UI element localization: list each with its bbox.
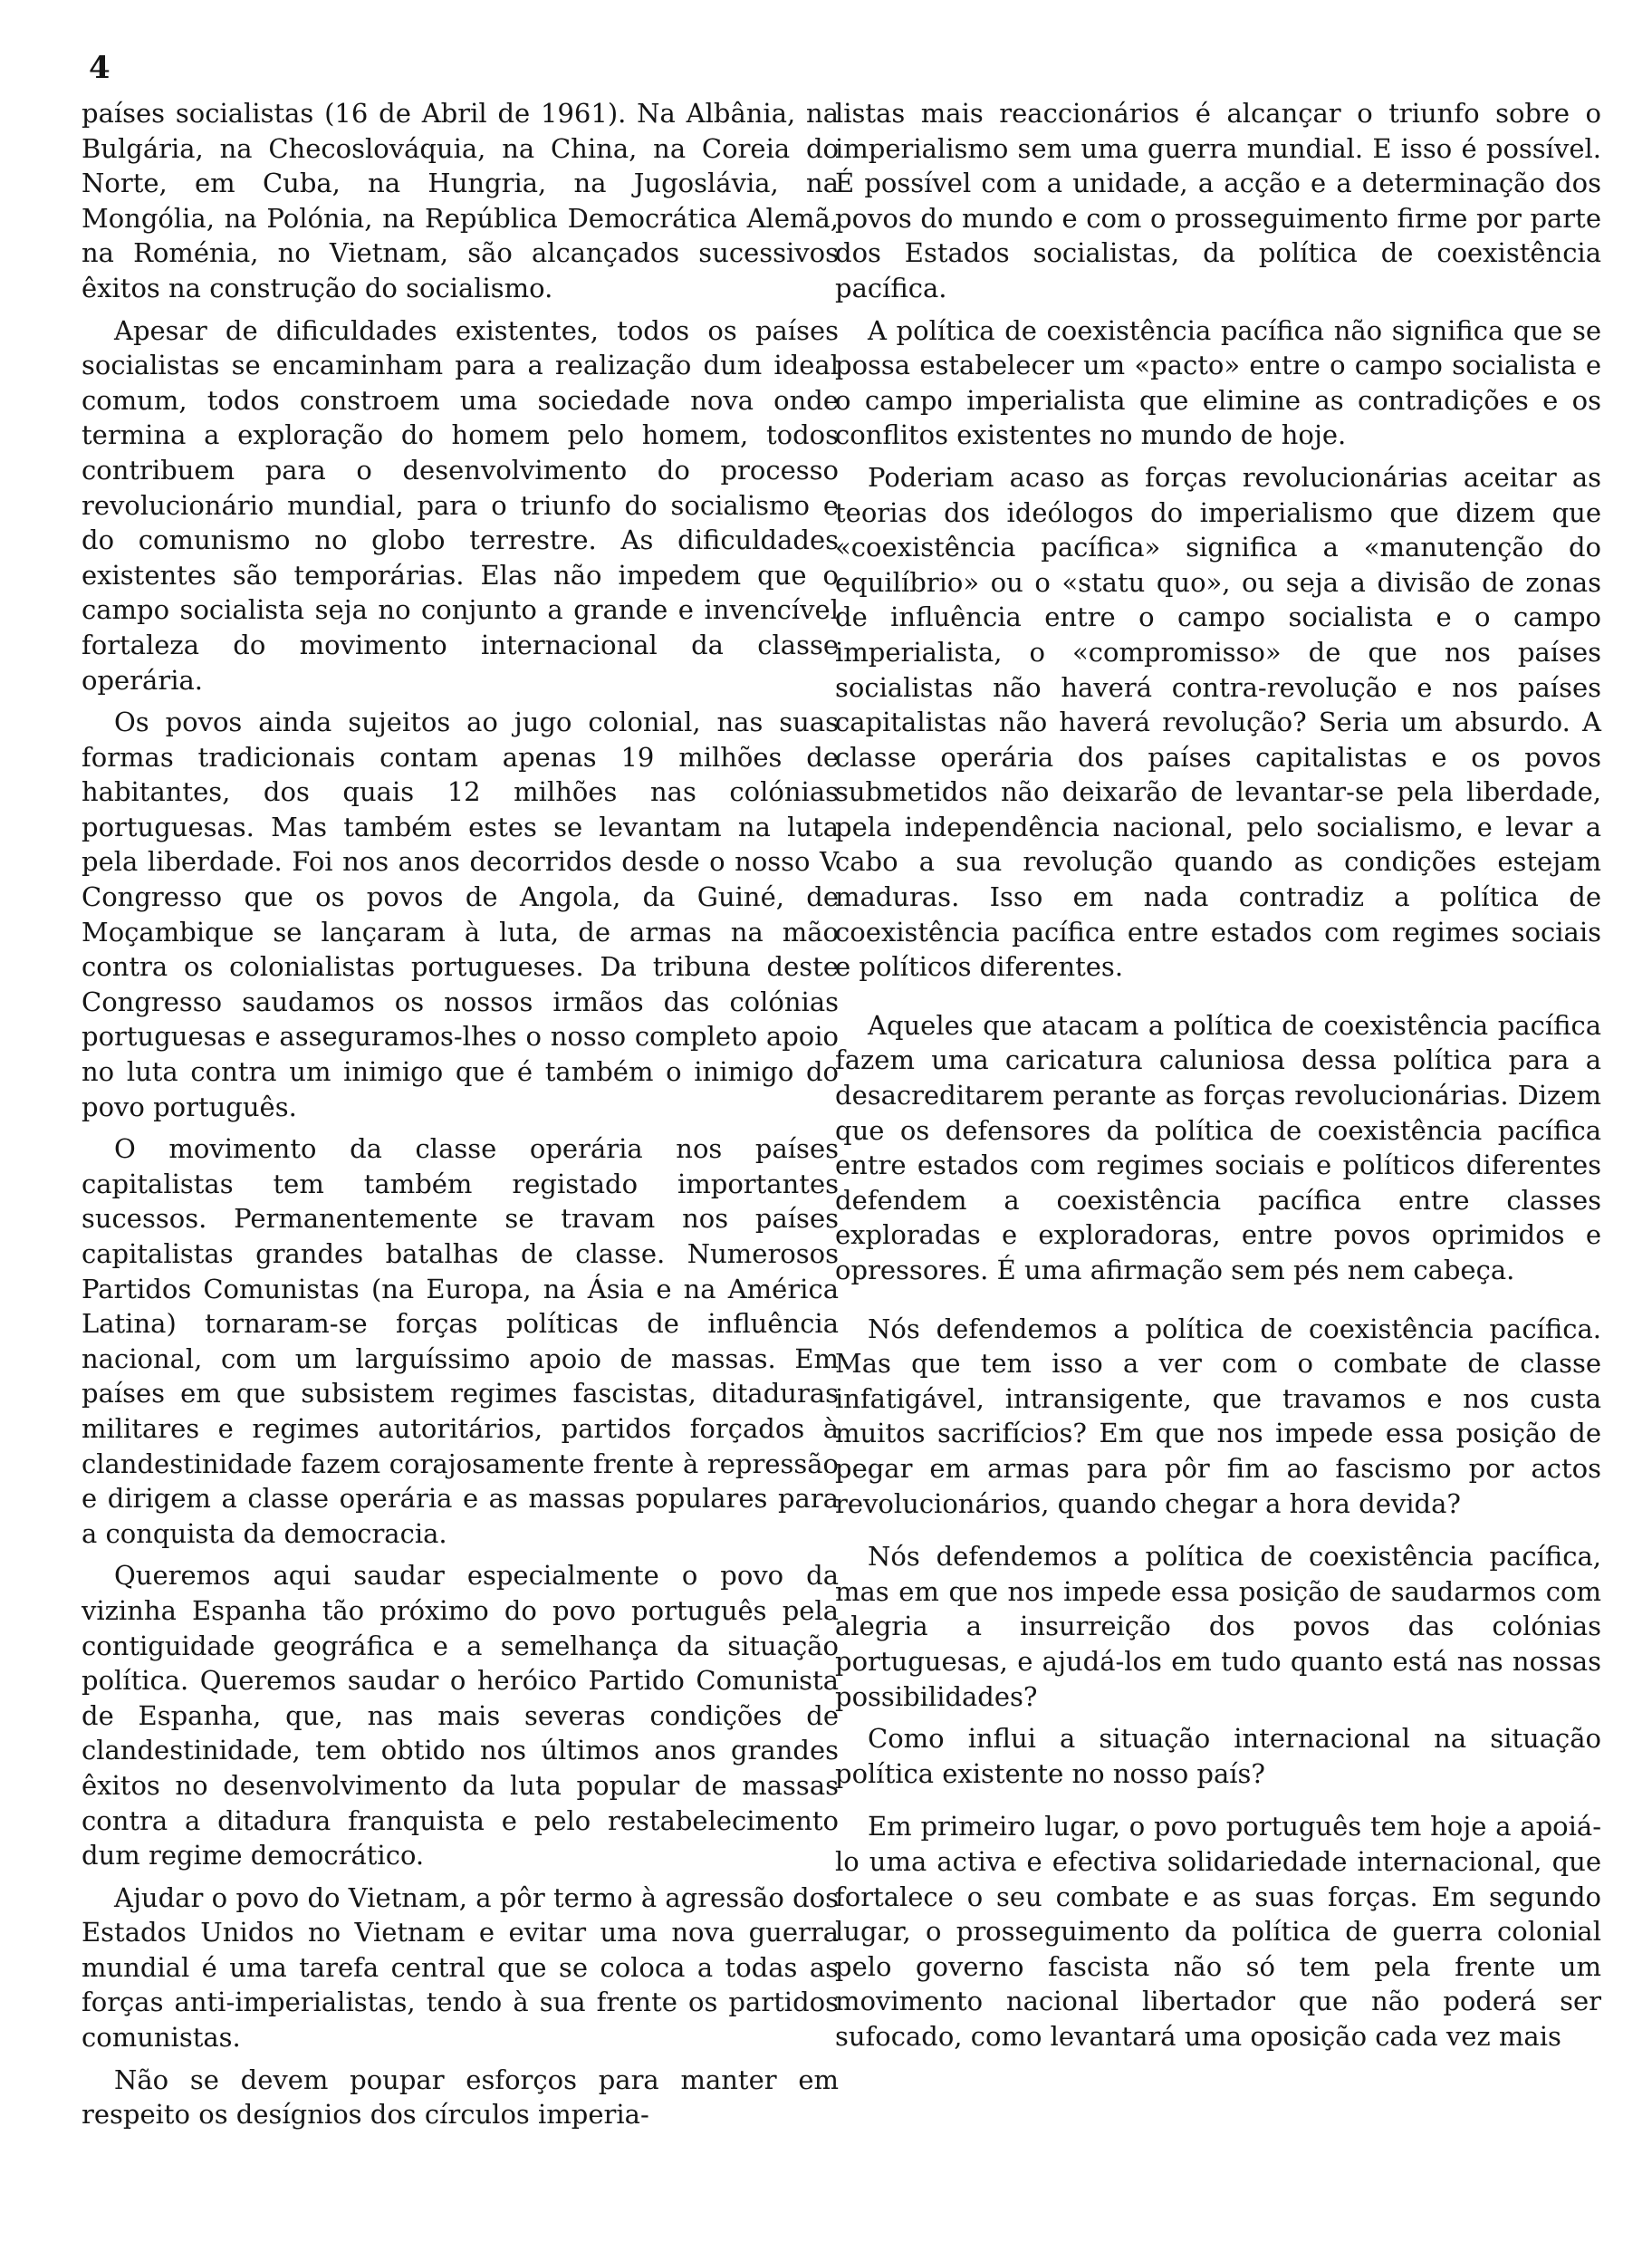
right-column [835, 96, 1601, 2061]
right-paragraph-6: Nós defendemos a política de coexistência pacífica, mas em que nos impede essa posição de saudarmos com alegria a insurreição dos povos das colónias portuguesas, e ajudá-los em tudo quanto está nas nossas possibilidades? [835, 1541, 1601, 1712]
left-paragraph-6: Ajudar o povo do Vietnam, a pôr termo à agressão dos Estados Unidos no Vietnam e evitar uma nova guerra mundial é uma tarefa central que se coloca a todas as forças anti-imperialistas, tendo à sua frente os partidos comunistas. [82, 1881, 839, 2054]
right-paragraph-1: listas mais reaccionários é alcançar o triunfo sobre o imperialismo sem uma guerra mundial. E isso é possível. É possível com a unidade, a acção e a determinação dos povos do mundo e com o prosseguimento firme por parte dos Estados socialistas, da política de coexistência pacífica. [835, 98, 1601, 303]
left-paragraph-1: países socialistas (16 de Abril de 1961). Na Albânia, na Bulgária, na Checoslováquia, na China, na Coreia do Norte, em Cuba, na Hungria, na Jugoslávia, na Mongólia, na Polónia, na República Democrática Alemã, na Roménia, no Vietnam, são alcançados sucessivos êxitos na construção do socialismo. [82, 98, 839, 303]
left-paragraph-3: Os povos ainda sujeitos ao jugo colonial, nas suas formas tradicionais contam apenas 19 milhões de habitantes, dos quais 12 milhões nas colónias portuguesas. Mas também estes se levantam na luta pela liberdade. Foi nos anos decorridos desde o nosso V Congresso que os povos de Angola, da Guiné, de Moçambique se lançaram à luta, de armas na mão contra os colonialistas portugueses. Da tribuna deste Congresso saudamos os nossos irmãos das colónias portuguesas e asseguramos-lhes o nosso completo apoio no luta contra um inimigo que é também o inimigo do povo português. [82, 707, 839, 1122]
right-paragraph-2: A política de coexistência pacífica não significa que se possa estabelecer um «pacto» entre o campo socialista e o campo imperialista que elimine as contradições e os conflitos existentes no mundo de hoje. [835, 314, 1601, 451]
left-column [82, 96, 839, 2140]
right-paragraph-7: Como influi a situação internacional na situação política existente no nosso país? [835, 1723, 1601, 1789]
left-paragraph-7: Não se devem poupar esforços para manter em respeito os desígnios dos círculos imperia- [82, 2064, 839, 2131]
left-paragraph-4: O movimento da classe operária nos países capitalistas tem também registado importantes sucessos. Permanentemente se travam nos países capitalistas grandes batalhas de classe. Numerosos Partidos Comunistas (na Europa, na Ásia e na América Latina) tornaram-se forças políticas de influência nacional, com um larguíssimo apoio de massas. Em países em que subsistem regimes fascistas, ditaduras militares e regimes autoritários, partidos forçados à clandestinidade fazem corajosamente frente à repressão e dirigem a classe operária e as massas populares para a conquista da democracia. [82, 1133, 839, 1549]
right-paragraph-3: Poderiam acaso as forças revolucionárias aceitar as teorias dos ideólogos do imperialismo que dizem que «coexistência pacífica» significa a «manutenção do equilíbrio» ou o «statu quo», ou seja a divisão de zonas de influência entre o campo socialista e o campo imperialista, o «compromisso» de que nos países socialistas não haverá contra-revolução e nos países capitalistas não haverá revolução? Seria um absurdo. A classe operária dos países capitalistas e os povos submetidos não deixarão de levantar-se pela liberdade, pela independência nacional, pelo socialismo, e levar a cabo a sua revolução quando as condições estejam maduras. Isso em nada contradiz a política de coexistência pacífica entre estados com regimes sociais e políticos diferentes. [835, 461, 1601, 983]
left-paragraph-2: Apesar de dificuldades existentes, todos os países socialistas se encaminham para a realização dum ideal comum, todos constroem uma sociedade nova onde termina a exploração do homem pelo homem, todos contribuem para o desenvolvimento do processo revolucionário mundial, para o triunfo do socialismo e do comunismo no globo terrestre. As dificuldades existentes são temporárias. Elas não impedem que o campo socialista seja no conjunto a grande e invencível fortaleza do movimento internacional da classe operária. [82, 314, 839, 696]
page-number: 4 [89, 50, 110, 86]
right-paragraph-8: Em primeiro lugar, o povo português tem hoje a apoiá-lo uma activa e efectiva solidariedade internacional, que fortalece o seu combate e as suas forças. Em segundo lugar, o prosseguimento da política de guerra colonial pelo governo fascista não só tem pela frente um movimento nacional libertador que não poderá ser sufocado, como levantará uma oposição cada vez mais [835, 1811, 1601, 2052]
left-paragraph-5: Queremos aqui saudar especialmente o povo da vizinha Espanha tão próximo do povo português pela contiguidade geográfica e a semelhança da situação política. Queremos saudar o heróico Partido Comunista de Espanha, que, nas mais severas condições de clandestinidade, tem obtido nos últimos anos grandes êxitos no desenvolvimento da luta popular de massas contra a ditadura franquista e pelo restabelecimento dum regime democrático. [82, 1560, 839, 1871]
right-paragraph-4: Aqueles que atacam a política de coexistência pacífica fazem uma caricatura caluniosa dessa política para a desacreditarem perante as forças revolucionárias. Dizem que os defensores da política de coexistência pacífica entre estados com regimes sociais e políticos diferentes defendem a coexistência pacífica entre classes exploradas e exploradoras, entre povos oprimidos e opressores. É uma afirmação sem pés nem cabeça. [835, 1009, 1601, 1285]
right-paragraph-5: Nós defendemos a política de coexistência pacífica. Mas que tem isso a ver com o combate de classe infatigável, intransigente, que travamos e nos custa muitos sacrifícios? Em que nos impede essa posição de pegar em armas para pôr fim ao fascismo por actos revolucionários, quando chegar a hora devida? [835, 1313, 1601, 1519]
